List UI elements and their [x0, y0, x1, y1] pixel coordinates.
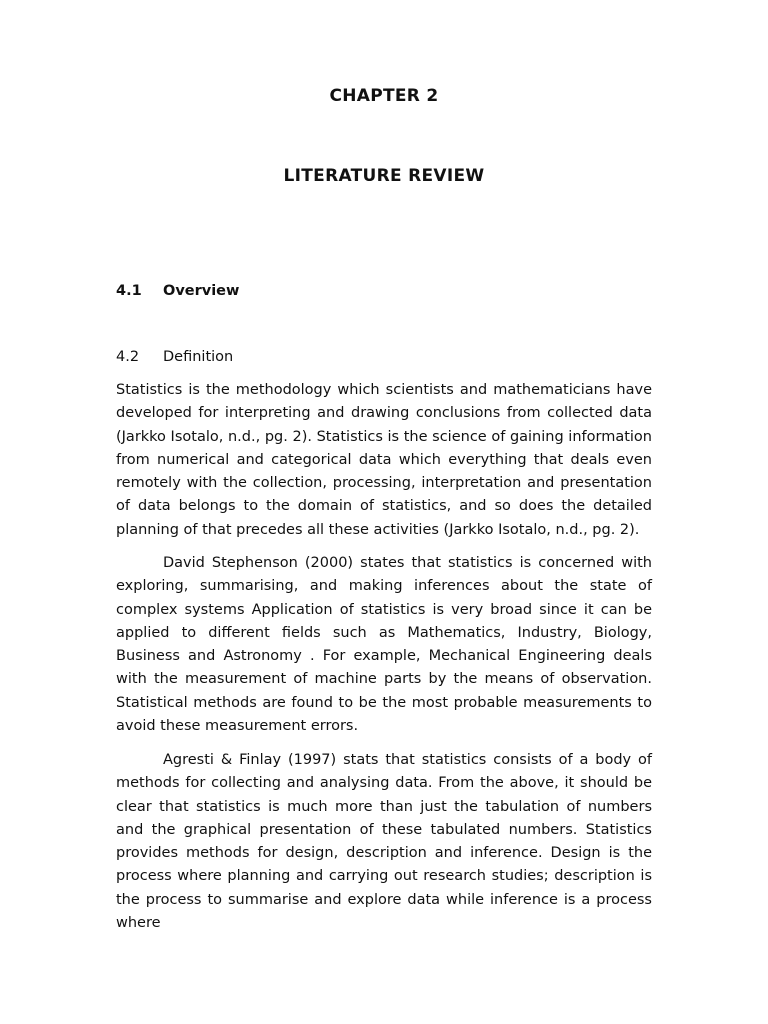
chapter-title: CHAPTER 2 [329, 86, 439, 106]
paragraph-agresti-finlay: Agresti & Finlay (1997) stats that statistics consists of a body of methods for collecting and analysing data. From the above, it should be clear that statistics is much more than just the tabulation of numbers and the graphical presentation of these tabulated numbers. Statistics provides methods for design, description and inference. Design is the process where planning and carrying out research studies; description is the process to summarise and explore data while inference is a process where [116, 752, 652, 932]
heading-definition [116, 349, 233, 365]
heading-overview [116, 283, 239, 299]
heading-label: Definition [163, 349, 234, 365]
section-title: LITERATURE REVIEW [283, 166, 485, 186]
paragraph-stephenson: David Stephenson (2000) states that statistics is concerned with exploring, summarising, and making inferences about the state of complex systems Application of statistics is very broad since it can be applied to different fields such as Mathematics, Industry, Biology, Business and Astronomy . For example, Mechanical Engineering deals with the measurement of machine parts by the means of observation. Statistical methods are found to be the most probable measurements to avoid these measurement errors. [116, 555, 652, 735]
heading-number: 4.1 [116, 283, 142, 299]
heading-label: Overview [163, 283, 240, 299]
paragraph-definition: Statistics is the methodology which scientists and mathematicians have developed for interpreting and drawing conclusions from collected data (Jarkko Isotalo, n.d., pg. 2). Statistics is the science of gaining information from numerical and categorical data which everything that deals even remotely with the collection, processing, interpretation and presentation of data belongs to the domain of statistics, and so does the detailed planning of that precedes all these activities (Jarkko Isotalo, n.d., pg. 2). [116, 382, 652, 538]
heading-number: 4.2 [116, 349, 140, 365]
